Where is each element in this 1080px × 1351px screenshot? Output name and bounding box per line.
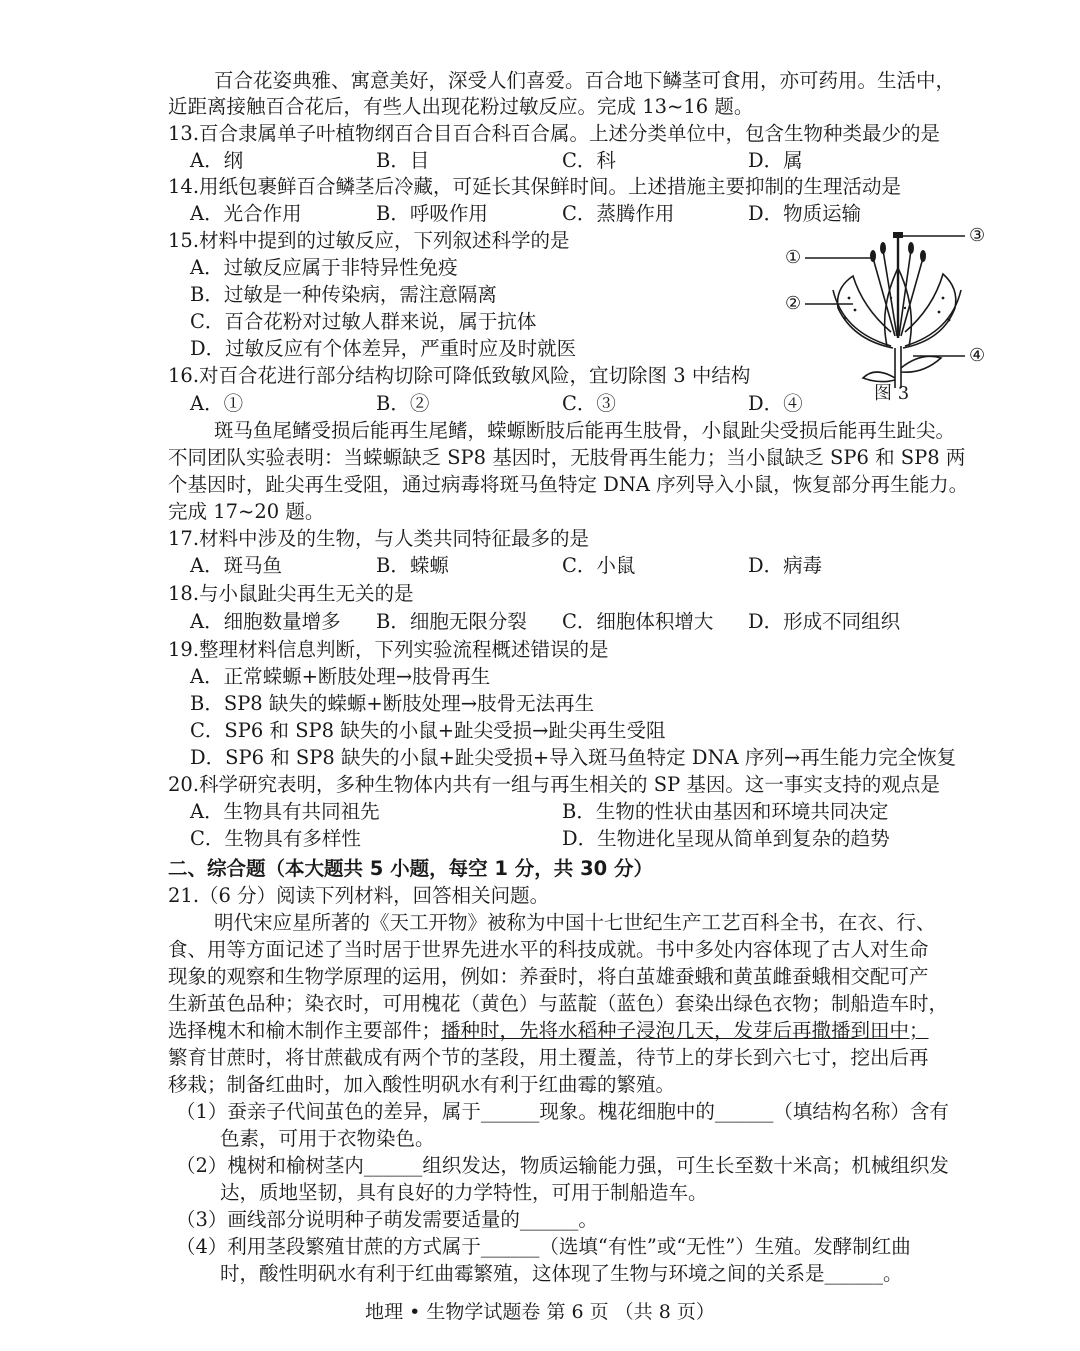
- question-stem: 21.（6 分）阅读下列材料，回答相关问题。: [168, 884, 550, 907]
- text-line: A．正常蝾螈+断肢处理→肢骨再生: [190, 665, 491, 688]
- figure-label-2: ②: [785, 293, 802, 314]
- text-line: 生新茧色品种；染衣时，可用槐花（黄色）与蓝靛（蓝色）套染出绿色衣物；制船造车时，: [168, 992, 949, 1015]
- text-line: 完成 17~20 题。: [168, 500, 325, 523]
- text-line: （1）蚕亲子代间茧色的差异，属于______现象。槐花细胞中的______（填结构名称）含有: [176, 1100, 949, 1123]
- text-line: 达，质地坚韧，具有良好的力学特性，可用于制船造车。: [220, 1181, 708, 1204]
- lily-flower-diagram: [783, 228, 993, 388]
- question-stem: 14.用纸包裹鲜百合鳞茎后冷藏，可延长其保鲜时间。上述措施主要抑制的生理活动是: [168, 175, 902, 198]
- text-line: （3）画线部分说明种子萌发需要适量的______。: [176, 1208, 598, 1231]
- text-line: C．SP6 和 SP8 缺失的小鼠+趾尖受损→趾尖再生受阻: [190, 719, 666, 742]
- answer-option: A．①: [190, 392, 244, 415]
- figure-label-3: ③: [969, 225, 986, 246]
- answer-option: C．蒸腾作用: [562, 202, 675, 225]
- answer-option: B．②: [376, 392, 430, 415]
- lily-flower-figure: [783, 225, 993, 408]
- answer-option: D．病毒: [748, 554, 823, 577]
- answer-option: D．④: [748, 392, 803, 415]
- text-line: 色素，可用于衣物染色。: [220, 1127, 435, 1150]
- answer-option: A．斑马鱼: [190, 554, 283, 577]
- text-line: 明代宋应星所著的《天工开物》被称为中国十七世纪生产工艺百科全书，在衣、行、: [214, 911, 936, 934]
- answer-option: A．细胞数量增多: [190, 610, 341, 633]
- passage-text: 选择槐木和榆木制作主要部件；: [168, 1019, 442, 1042]
- answer-option: B．细胞无限分裂: [376, 610, 527, 633]
- answer-option: D．属: [748, 149, 803, 172]
- answer-option: C．科: [562, 149, 616, 172]
- section-heading: 二、综合题（本大题共 5 小题，每空 1 分，共 30 分）: [168, 857, 654, 880]
- underlined-passage-line: [168, 1018, 929, 1044]
- text-line: 不同团队实验表明：当蝾螈缺乏 SP8 基因时，无肢骨再生能力；当小鼠缺乏 SP6 和 SP8 两: [168, 446, 966, 469]
- text-line: D．过敏反应有个体差异，严重时应及时就医: [190, 337, 577, 360]
- answer-option: A．光合作用: [190, 202, 302, 225]
- text-line: A．过敏反应属于非特异性免疫: [190, 256, 458, 279]
- underlined-text: 播种时，先将水稻种子浸泡几天，发芽后再撒播到田中；: [441, 1019, 929, 1042]
- text-line: 斑马鱼尾鳍受损后能再生尾鳍，蝾螈断肢后能再生肢骨，小鼠趾尖受损后能再生趾尖。: [214, 419, 956, 442]
- figure-caption: 图 3: [874, 383, 910, 404]
- text-line: D．SP6 和 SP8 缺失的小鼠+趾尖受损+导入斑马鱼特定 DNA 序列→再生能力完全恢复: [190, 746, 957, 769]
- answer-option: A．生物具有共同祖先: [190, 800, 380, 823]
- answer-option: D．物质运输: [748, 202, 862, 225]
- text-line: 繁育甘蔗时，将甘蔗截成有两个节的茎段，用土覆盖，待节上的芽长到六七寸，挖出后再: [168, 1046, 929, 1069]
- text-line: 时，酸性明矾水有利于红曲霉繁殖，这体现了生物与环境之间的关系是______。: [220, 1262, 903, 1285]
- answer-option: B．蝾螈: [376, 554, 449, 577]
- answer-option: C．生物具有多样性: [190, 827, 361, 850]
- figure-label-4: ④: [969, 345, 986, 366]
- answer-option: B．呼吸作用: [376, 202, 488, 225]
- page-footer: 地理 • 生物学试题卷 第 6 页 （共 8 页）: [365, 1301, 715, 1323]
- question-stem: 16.对百合花进行部分结构切除可降低致敏风险，宜切除图 3 中结构: [168, 364, 751, 387]
- question-stem: 20.科学研究表明，多种生物体内共有一组与再生相关的 SP 基因。这一事实支持的观点是: [168, 773, 940, 796]
- question-stem: 18.与小鼠趾尖再生无关的是: [168, 582, 414, 605]
- text-line: 现象的观察和生物学原理的运用，例如：养蚕时，将白茧雄蚕蛾和黄茧雌蚕蛾相交配可产: [168, 965, 929, 988]
- answer-option: A．纲: [190, 149, 244, 172]
- text-line: （2）槐树和榆树茎内______组织发达，物质运输能力强，可生长至数十米高；机械组织发: [176, 1154, 949, 1177]
- answer-option: C．③: [562, 392, 616, 415]
- answer-option: C．小鼠: [562, 554, 636, 577]
- text-line: B．过敏是一种传染病，需注意隔离: [190, 283, 497, 306]
- answer-option: D．形成不同组织: [748, 610, 901, 633]
- figure-label-1: ①: [785, 247, 802, 268]
- answer-option: D．生物进化呈现从简单到复杂的趋势: [562, 827, 890, 850]
- text-line: （4）利用茎段繁殖甘蔗的方式属于______（选填“有性”或“无性”）生殖。发酵制红曲: [176, 1235, 911, 1258]
- text-line: 食、用等方面记述了当时居于世界先进水平的科技成就。书中多处内容体现了古人对生命: [168, 938, 929, 961]
- answer-option: C．细胞体积增大: [562, 610, 714, 633]
- text-line: 近距离接触百合花后，有些人出现花粉过敏反应。完成 13~16 题。: [168, 95, 754, 118]
- answer-option: B．目: [376, 149, 430, 172]
- question-stem: 15.材料中提到的过敏反应，下列叙述科学的是: [168, 229, 570, 252]
- answer-option: B．生物的性状由基因和环境共同决定: [562, 800, 889, 823]
- question-stem: 19.整理材料信息判断，下列实验流程概述错误的是: [168, 638, 609, 661]
- question-stem: 17.材料中涉及的生物，与人类共同特征最多的是: [168, 527, 590, 550]
- text-line: 移栽；制备红曲时，加入酸性明矾水有利于红曲霉的繁殖。: [168, 1073, 676, 1096]
- text-line: B．SP8 缺失的蝾螈+断肢处理→肢骨无法再生: [190, 692, 595, 715]
- text-line: 个基因时，趾尖再生受阻，通过病毒将斑马鱼特定 DNA 序列导入小鼠，恢复部分再生能力。: [168, 473, 969, 496]
- text-line: C．百合花粉对过敏人群来说，属于抗体: [190, 310, 537, 333]
- text-line: 百合花姿典雅、寓意美好，深受人们喜爱。百合地下鳞茎可食用，亦可药用。生活中，: [214, 69, 956, 92]
- question-stem: 13.百合隶属单子叶植物纲百合目百合科百合属。上述分类单位中，包含生物种类最少的是: [168, 122, 941, 145]
